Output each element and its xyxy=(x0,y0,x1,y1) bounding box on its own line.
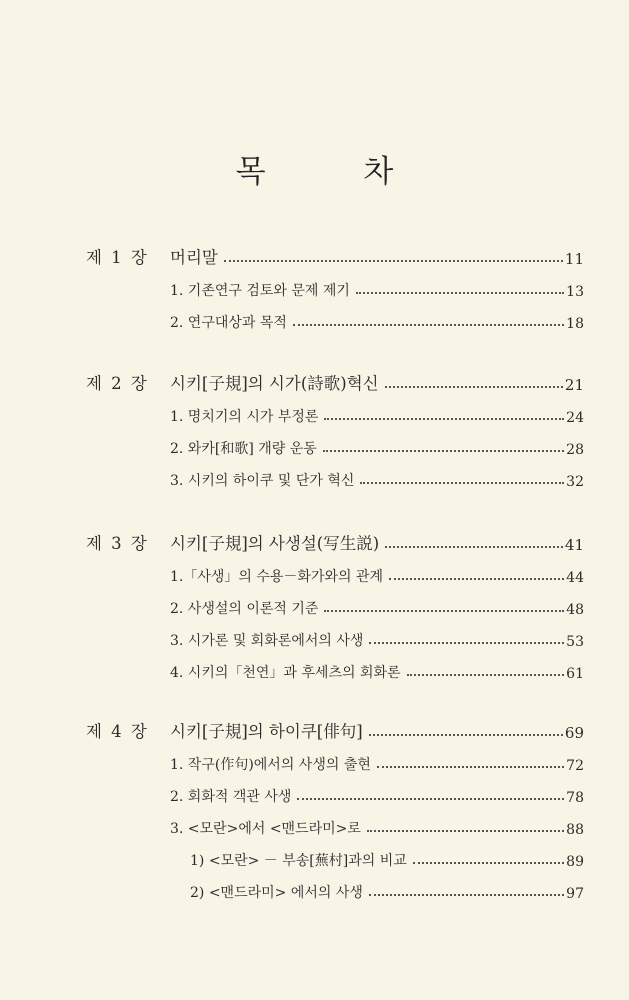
toc-entry[interactable] xyxy=(86,774,584,806)
chapter-1 xyxy=(86,236,584,332)
page-number: 11 xyxy=(564,250,584,268)
dot-leader xyxy=(407,674,565,676)
chapter-3 xyxy=(86,522,584,682)
toc-entry[interactable] xyxy=(86,806,584,838)
page-number: 21 xyxy=(564,376,584,394)
section-title: 1. 작구(作句)에서의 사생의 출현 xyxy=(170,757,371,773)
chapter-label: 제 1 장 xyxy=(86,248,149,267)
dot-leader xyxy=(385,386,563,388)
chapter-label: 제 4 장 xyxy=(86,722,149,741)
dot-leader xyxy=(369,642,564,644)
toc-entry[interactable] xyxy=(86,742,584,774)
dot-leader xyxy=(324,418,564,420)
section-title: 3. <모란>에서 <맨드라미>로 xyxy=(170,821,361,837)
page-number: 53 xyxy=(566,634,584,650)
section-title: 2. 사생설의 이론적 기준 xyxy=(170,601,319,617)
page-number: 89 xyxy=(566,854,584,870)
dot-leader xyxy=(389,578,564,580)
subsection-title: 2) <맨드라미> 에서의 사생 xyxy=(190,885,363,901)
toc-entry[interactable] xyxy=(86,268,584,300)
chapter-heading[interactable] xyxy=(86,522,584,554)
page-title: 목 차 xyxy=(235,154,438,190)
section-title: 4. 시키의「천연」과 후세츠의 회화론 xyxy=(170,665,401,681)
dot-leader xyxy=(413,862,564,864)
toc-entry[interactable] xyxy=(86,394,584,426)
chapter-title: 머리말 xyxy=(170,248,218,267)
page-number: 13 xyxy=(566,284,584,300)
page-number: 44 xyxy=(566,570,584,586)
toc-entry[interactable] xyxy=(86,554,584,586)
section-title: 2. 연구대상과 목적 xyxy=(170,315,287,331)
section-title: 1. 기존연구 검토와 문제 제기 xyxy=(170,283,350,299)
page-number: 48 xyxy=(566,602,584,618)
toc-entry[interactable] xyxy=(86,650,584,682)
dot-leader xyxy=(369,734,563,736)
page-number: 41 xyxy=(564,536,584,554)
dot-leader xyxy=(377,766,564,768)
dot-leader xyxy=(356,292,564,294)
page-number: 28 xyxy=(566,442,584,458)
chapter-heading[interactable] xyxy=(86,236,584,268)
section-title: 1.「사생」의 수용－화가와의 관계 xyxy=(170,569,384,585)
page-number: 61 xyxy=(566,666,584,682)
page-number: 72 xyxy=(566,758,584,774)
dot-leader xyxy=(385,546,563,548)
dot-leader xyxy=(297,798,564,800)
toc-subentry[interactable] xyxy=(86,870,584,902)
page-number: 69 xyxy=(564,724,584,742)
dot-leader xyxy=(293,324,564,326)
section-title: 1. 명치기의 시가 부정론 xyxy=(170,409,319,425)
chapter-label: 제 2 장 xyxy=(86,374,149,393)
toc-entry[interactable] xyxy=(86,426,584,458)
page-number: 78 xyxy=(566,790,584,806)
dot-leader xyxy=(369,894,564,896)
dot-leader xyxy=(224,260,563,262)
page-number: 97 xyxy=(566,886,584,902)
toc-entry[interactable] xyxy=(86,618,584,650)
toc-entry[interactable] xyxy=(86,300,584,332)
chapter-heading[interactable] xyxy=(86,710,584,742)
toc-subentry[interactable] xyxy=(86,838,584,870)
chapter-4 xyxy=(86,710,584,902)
dot-leader xyxy=(324,610,564,612)
page-number: 32 xyxy=(566,474,584,490)
page-number: 88 xyxy=(566,822,584,838)
chapter-heading[interactable] xyxy=(86,362,584,394)
subsection-title: 1) <모란> － 부송[蕪村]과의 비교 xyxy=(190,853,407,869)
section-title: 3. 시키의 하이쿠 및 단가 혁신 xyxy=(170,473,355,489)
dot-leader xyxy=(360,482,564,484)
toc-entry[interactable] xyxy=(86,458,584,490)
chapter-2 xyxy=(86,362,584,490)
section-title: 2. 와카[和歌] 개량 운동 xyxy=(170,441,317,457)
section-title: 3. 시가론 및 회화론에서의 사생 xyxy=(170,633,364,649)
dot-leader xyxy=(367,830,564,832)
page-number: 24 xyxy=(566,410,584,426)
chapter-title: 시키[子規]의 하이쿠[俳句] xyxy=(170,722,363,741)
toc-entry[interactable] xyxy=(86,586,584,618)
page-number: 18 xyxy=(566,316,584,332)
section-title: 2. 회화적 객관 사생 xyxy=(170,789,292,805)
chapter-title: 시키[子規]의 시가(詩歌)혁신 xyxy=(170,374,379,393)
chapter-title: 시키[子規]의 사생설(写生説) xyxy=(170,534,380,553)
dot-leader xyxy=(323,450,564,452)
chapter-label: 제 3 장 xyxy=(86,534,149,553)
